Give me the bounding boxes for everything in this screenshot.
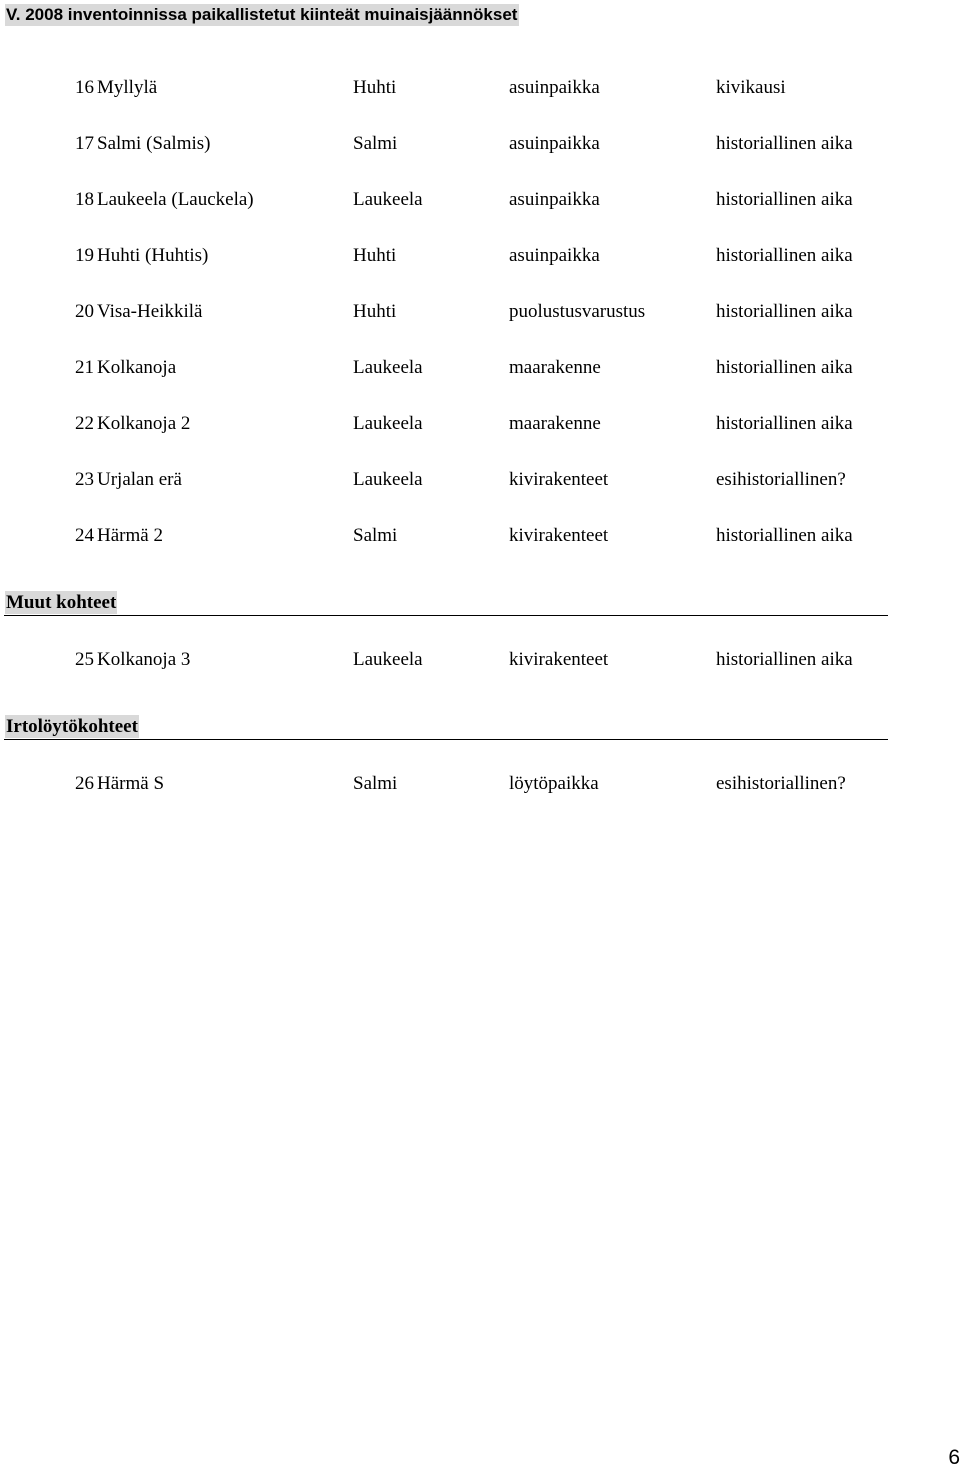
site-dating: historiallinen aika: [716, 301, 853, 322]
site-type: kivirakenteet: [509, 469, 609, 490]
section-muut-kohteet: [4, 591, 888, 616]
site-village: Salmi: [353, 525, 398, 546]
site-type: asuinpaikka: [509, 189, 600, 210]
site-name: Laukeela (Lauckela): [97, 189, 254, 210]
site-dating: historiallinen aika: [716, 649, 853, 670]
site-name: Myllylä: [97, 77, 158, 98]
section-heading: Irtolöytökohteet: [6, 716, 138, 737]
site-number: 19: [75, 245, 94, 266]
list-item: [0, 187, 960, 213]
page-title: V. 2008 inventoinnissa paikallistetut kiinteät muinaisjäännökset: [6, 5, 518, 24]
site-type: asuinpaikka: [509, 133, 600, 154]
list-item: [0, 523, 960, 549]
section-heading: Muut kohteet: [6, 592, 117, 613]
list-item: [0, 771, 960, 797]
site-number: 20: [75, 301, 94, 322]
site-type: asuinpaikka: [509, 77, 600, 98]
site-type: asuinpaikka: [509, 245, 600, 266]
site-village: Huhti: [353, 77, 397, 98]
list-item: [0, 355, 960, 381]
site-type: maarakenne: [509, 413, 601, 434]
site-dating: kivikausi: [716, 77, 786, 98]
site-number: 21: [75, 357, 94, 378]
site-village: Laukeela: [353, 357, 423, 378]
site-number: 23: [75, 469, 94, 490]
site-dating: esihistoriallinen?: [716, 469, 846, 490]
site-number: 17: [75, 133, 94, 154]
site-dating: historiallinen aika: [716, 413, 853, 434]
site-village: Laukeela: [353, 413, 423, 434]
site-number: 18: [75, 189, 94, 210]
site-name: Kolkanoja 2: [97, 413, 191, 434]
list-item: [0, 299, 960, 325]
list-item: [0, 647, 960, 673]
site-name: Urjalan erä: [97, 469, 182, 490]
site-village: Huhti: [353, 301, 397, 322]
site-type: kivirakenteet: [509, 649, 609, 670]
site-name: Härmä 2: [97, 525, 163, 546]
site-village: Salmi: [353, 773, 398, 794]
site-name: Salmi (Salmis): [97, 133, 211, 154]
site-dating: historiallinen aika: [716, 133, 853, 154]
site-name: Visa-Heikkilä: [97, 301, 203, 322]
site-type: löytöpaikka: [509, 773, 599, 794]
list-item: [0, 131, 960, 157]
site-number: 25: [75, 649, 94, 670]
site-village: Salmi: [353, 133, 398, 154]
site-village: Laukeela: [353, 649, 423, 670]
site-dating: historiallinen aika: [716, 525, 853, 546]
site-village: Laukeela: [353, 469, 423, 490]
site-village: Huhti: [353, 245, 397, 266]
site-type: kivirakenteet: [509, 525, 609, 546]
site-type: maarakenne: [509, 357, 601, 378]
section-irtoloytokohteet: [4, 715, 888, 740]
list-item: [0, 75, 960, 101]
site-number: 26: [75, 773, 94, 794]
site-number: 24: [75, 525, 94, 546]
site-dating: esihistoriallinen?: [716, 773, 846, 794]
site-dating: historiallinen aika: [716, 357, 853, 378]
page-number: 6: [948, 1446, 960, 1469]
site-number: 22: [75, 413, 94, 434]
list-item: [0, 411, 960, 437]
site-dating: historiallinen aika: [716, 245, 853, 266]
list-item: [0, 467, 960, 493]
site-name: Kolkanoja: [97, 357, 177, 378]
site-dating: historiallinen aika: [716, 189, 853, 210]
site-number: 16: [75, 77, 94, 98]
list-item: [0, 243, 960, 269]
site-village: Laukeela: [353, 189, 423, 210]
site-name: Härmä S: [97, 773, 165, 794]
site-type: puolustusvarustus: [509, 301, 646, 322]
site-name: Kolkanoja 3: [97, 649, 191, 670]
site-name: Huhti (Huhtis): [97, 245, 209, 266]
